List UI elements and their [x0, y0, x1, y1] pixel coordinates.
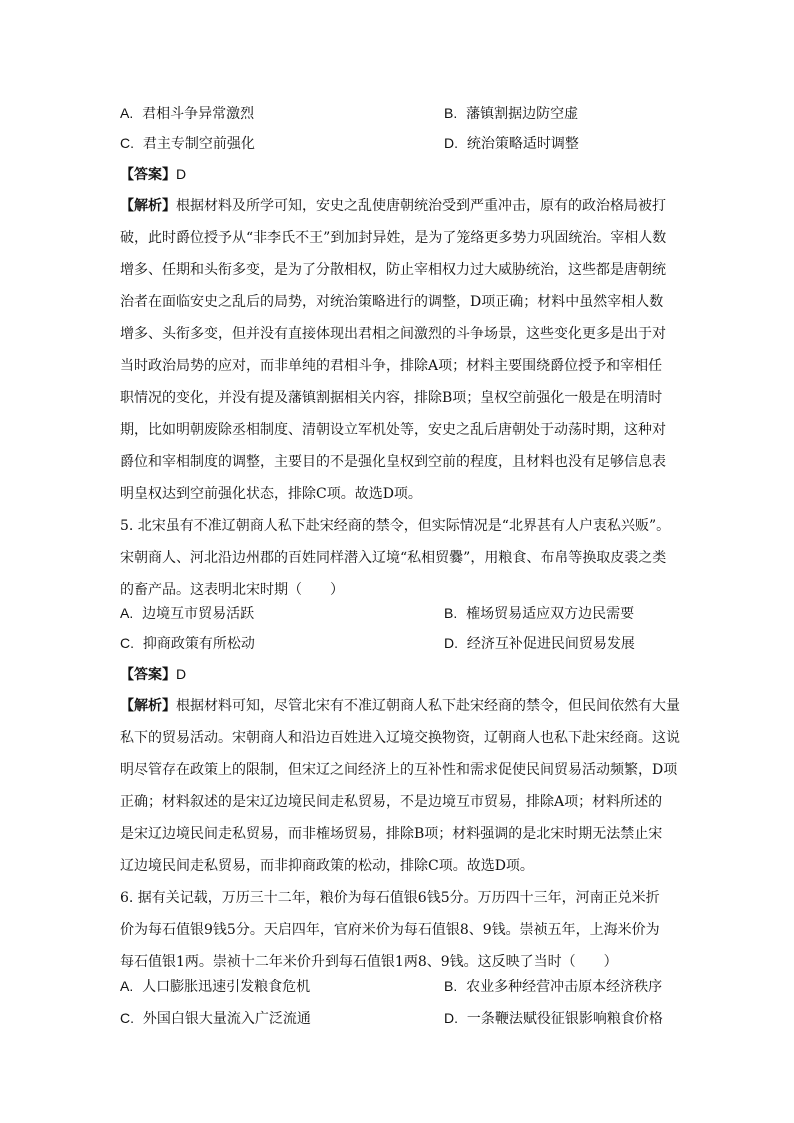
q4-analysis-line: 治者在面临安史之乱后的局势，对统治策略进行的调整，D项正确；材料中虽然宰相人数 — [120, 294, 664, 310]
q5-analysis-line: 正确；材料叙述的是宋辽边境民间走私贸易，不是边境互市贸易，排除A项；材料所述的 — [120, 794, 663, 810]
q6-stem-line: 每石值银1两。崇祯十二年米价升到每石值银1两8、9钱。这反映了当时（ ） — [120, 954, 618, 970]
q4-option-b: B. 藩镇割据边防空虚 — [444, 105, 579, 122]
q5-stem-line: 的畜产品。这表明北宋时期（ ） — [120, 582, 344, 598]
q5-option-c: C. 抑商政策有所松动 — [120, 635, 255, 652]
q5-option-a: A. 边境互市贸易活跃 — [120, 605, 255, 622]
q4-analysis-line: 增多、头衔多变，但并没有直接体现出君相之间激烈的斗争场景，这些变化更多是出于对 — [120, 326, 666, 342]
q5-analysis-line: 是宋辽边境民间走私贸易，而非榷场贸易，排除B项；材料强调的是北宋时期无法禁止宋 — [120, 826, 663, 842]
q4-answer: 【答案】D — [120, 166, 187, 183]
q5-option-b: B. 榷场贸易适应双方边民需要 — [444, 605, 635, 622]
q4-analysis-line: 当时政治局势的应对，而非单纯的君相斗争，排除A项；材料主要围绕爵位授予和宰相任 — [120, 358, 663, 374]
q6-option-b: B. 农业多种经营冲击原本经济秩序 — [444, 978, 663, 995]
q5-stem-line: 宋朝商人、河北沿边州郡的百姓同样潜入辽境“私相贸爨”，用粮食、布帛等换取皮裘之类 — [120, 550, 667, 566]
q6-option-d: D. 一条鞭法赋役征银影响粮食价格 — [444, 1010, 663, 1027]
q4-analysis-line: 期，比如明朝废除丞相制度、清朝设立军机处等，安史之乱后唐朝处于动荡时期，这种对 — [120, 422, 666, 438]
q4-analysis-line: 【解析】根据材料及所学可知，安史之乱使唐朝统治受到严重冲击，原有的政治格局被打 — [120, 198, 666, 214]
q6-option-a: A. 人口膨胀迅速引发粮食危机 — [120, 978, 311, 995]
q4-option-a: A. 君相斗争异常激烈 — [120, 105, 255, 122]
q4-analysis-line: 明皇权达到空前强化状态，排除C项。故选D项。 — [120, 486, 422, 502]
q4-analysis-line: 增多、任期和头衔多变，是为了分散相权，防止宰相权力过大威胁统治，这些都是唐朝统 — [120, 262, 666, 278]
q5-analysis-line: 辽边境民间走私贸易，而非抑商政策的松动，排除C项。故选D项。 — [120, 858, 534, 874]
q4-option-c: C. 君主专制空前强化 — [120, 135, 255, 152]
q4-analysis-line: 破，此时爵位授予从“非李氏不王”到加封异姓，是为了笼络更多势力巩固统治。宰相人数 — [120, 230, 667, 246]
q4-analysis-line: 职情况的变化，并没有提及藩镇割据相关内容，排除B项；皇权空前强化一般是在明清时 — [120, 390, 663, 406]
q6-option-c: C. 外国白银大量流入广泛流通 — [120, 1010, 311, 1027]
q4-option-d: D. 统治策略适时调整 — [444, 135, 579, 152]
q5-analysis-line: 私下的贸易活动。宋朝商人和沿边百姓进入辽境交换物资，辽朝商人也私下赴宋经商。这说 — [120, 730, 680, 746]
q5-stem-line: 5. 北宋虽有不准辽朝商人私下赴宋经商的禁令，但实际情况是“北界甚有人户衷私兴贩”。 — [120, 518, 671, 534]
q5-analysis-line: 【解析】根据材料可知，尽管北宋有不准辽朝商人私下赴宋经商的禁令，但民间依然有大量 — [120, 698, 680, 714]
q5-option-d: D. 经济互补促进民间贸易发展 — [444, 635, 635, 652]
q5-analysis-line: 明尽管存在政策上的限制，但宋辽之间经济上的互补性和需求促使民间贸易活动频繁，D项 — [120, 762, 678, 778]
q6-stem-line: 价为每石值银9钱5分。天启四年，官府米价为每石值银8、9钱。崇祯五年，上海米价为 — [120, 922, 660, 938]
q4-analysis-line: 爵位和宰相制度的调整，主要目的不是强化皇权到空前的程度，且材料也没有足够信息表 — [120, 454, 666, 470]
q6-stem-line: 6. 据有关记载，万历三十二年，粮价为每石值银6钱5分。万历四十三年，河南正兑米折 — [120, 890, 660, 906]
q5-answer: 【答案】D — [120, 666, 187, 683]
